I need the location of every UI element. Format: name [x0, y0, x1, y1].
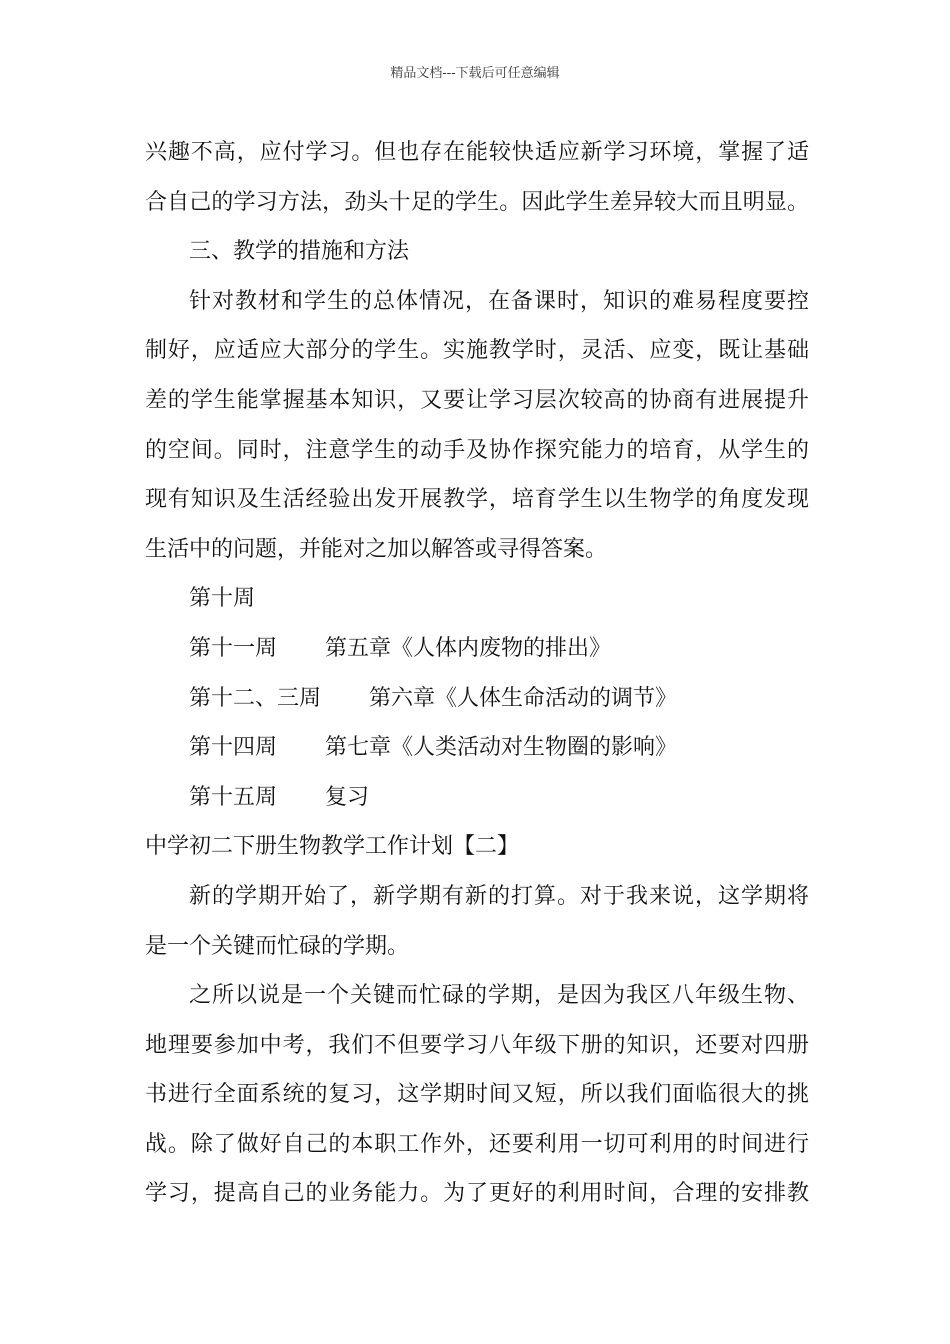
paragraph-line: 书进行全面系统的复习，这学期时间又短，所以我们面临很大的挑	[145, 1082, 809, 1108]
schedule-row	[145, 674, 809, 724]
schedule-content: 第七章《人类活动对生物圈的影响》	[325, 735, 678, 761]
schedule-row	[145, 624, 809, 674]
schedule-row	[145, 773, 809, 823]
paragraph-line: 新的学期开始了，新学期有新的打算。对于我来说，这学期将	[189, 883, 809, 909]
schedule-week: 第十一周	[189, 635, 278, 661]
section-title: 中学初二下册生物教学工作计划【二】	[145, 834, 520, 860]
paragraph-line: 差的学生能掌握基本知识，又要让学习层次较高的协商有进展提升	[145, 387, 809, 413]
schedule-content: 第五章《人体内废物的排出》	[325, 635, 612, 661]
schedule-content: 复习	[325, 784, 370, 810]
paragraph-line: 生活中的问题，并能对之加以解答或寻得答案。	[145, 536, 608, 562]
schedule-week: 第十五周	[189, 784, 278, 810]
schedule-content: 第六章《人体生命活动的调节》	[369, 685, 678, 711]
document-body	[145, 128, 809, 1219]
paragraph-line: 是一个关键而忙碌的学期。	[145, 933, 410, 959]
paragraph-line: 之所以说是一个关键而忙碌的学期，是因为我区八年级生物、	[189, 983, 809, 1009]
paragraph-line: 战。除了做好自己的本职工作外，还要利用一切可利用的时间进行	[145, 1131, 809, 1157]
paragraph-line: 地理要参加中考，我们不但要学习八年级下册的知识，还要对四册	[145, 1032, 809, 1058]
page-header: 精品文档---下载后可任意编辑	[390, 66, 560, 81]
schedule-week: 第十四周	[189, 735, 278, 761]
paragraph-line: 合自己的学习方法，劲头十足的学生。因此学生差异较大而且明显。	[145, 189, 809, 215]
schedule-row	[145, 723, 809, 773]
paragraph-line: 学习，提高自己的业务能力。为了更好的利用时间，合理的安排教	[145, 1181, 809, 1207]
section-heading: 三、教学的措施和方法	[189, 239, 410, 265]
paragraph-line: 兴趣不高，应付学习。但也存在能较快适应新学习环境，掌握了适	[145, 140, 809, 165]
paragraph-line: 现有知识及生活经验出发开展教学，培育学生以生物学的角度发现	[145, 487, 809, 513]
paragraph-line: 针对教材和学生的总体情况，在备课时，知识的难易程度要控	[189, 288, 809, 314]
schedule-week: 第十二、三周	[189, 685, 322, 711]
schedule-week: 第十周	[189, 586, 256, 612]
paragraph-line: 的空间。同时，注意学生的动手及协作探究能力的培育，从学生的	[145, 437, 809, 463]
paragraph-line: 制好，应适应大部分的学生。实施教学时，灵活、应变，既让基础	[145, 338, 809, 364]
